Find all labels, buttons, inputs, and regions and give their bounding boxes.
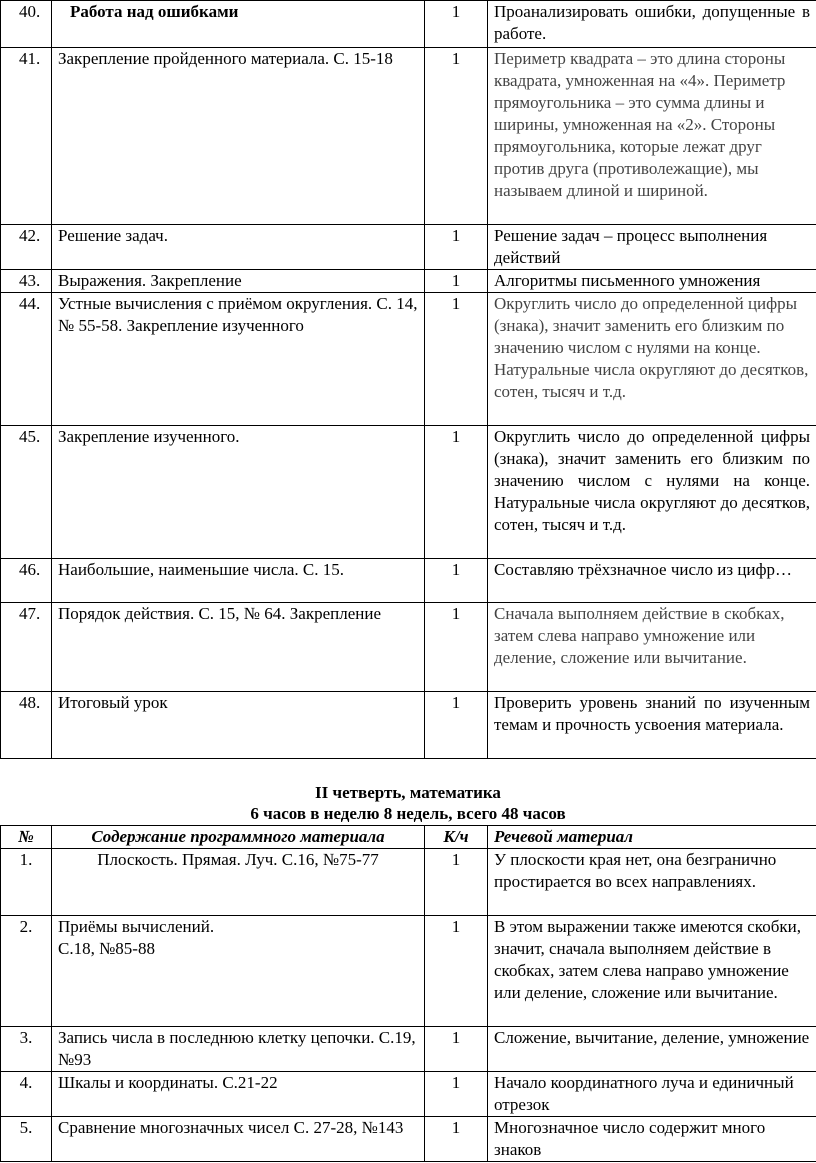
lesson-topic: Выражения. Закрепление <box>52 270 425 293</box>
row-number: 44. <box>1 293 52 426</box>
lesson-hours: 1 <box>425 225 488 270</box>
table-row <box>1 1 816 48</box>
lesson-hours: 1 <box>425 1117 488 1162</box>
lesson-topic: Запись числа в последнюю клетку цепочки. С.19, №93 <box>52 1027 425 1072</box>
lesson-hours: 1 <box>425 1 488 48</box>
lesson-hours: 1 <box>425 293 488 426</box>
speech-material: В этом выражении также имеются скобки, значит, сначала выполняем действие в скобках, затем слева направо умножение или деление, сложение или вычитание. <box>488 916 816 1027</box>
lesson-plan-table-q2 <box>0 825 816 1162</box>
row-number: 41. <box>1 48 52 225</box>
section-title: II четверть, математика <box>315 783 501 802</box>
lesson-topic: Итоговый урок <box>52 692 425 759</box>
table-row <box>1 1027 816 1072</box>
header-hours: К/ч <box>425 826 488 849</box>
lesson-hours: 1 <box>425 426 488 559</box>
lesson-hours: 1 <box>425 559 488 603</box>
row-number: 48. <box>1 692 52 759</box>
lesson-topic: Наибольшие, наименьшие числа. С. 15. <box>52 559 425 603</box>
row-number: 2. <box>1 916 52 1027</box>
speech-material: Алгоритмы письменного умножения <box>488 270 816 293</box>
lesson-topic: Шкалы и координаты. С.21-22 <box>52 1072 425 1117</box>
row-number: 45. <box>1 426 52 559</box>
speech-material: Проверить уровень знаний по изученным темам и прочность усвоения материала. <box>488 692 816 759</box>
table-row <box>1 849 816 916</box>
header-number: № <box>1 826 52 849</box>
lesson-topic: Плоскость. Прямая. Луч. С.16, №75-77 <box>52 849 425 916</box>
table-row <box>1 559 816 603</box>
speech-material: Решение задач – процесс выполнения действий <box>488 225 816 270</box>
lesson-topic <box>52 916 425 1027</box>
speech-material: Сложение, вычитание, деление, умножение <box>488 1027 816 1072</box>
row-number: 5. <box>1 1117 52 1162</box>
row-number: 43. <box>1 270 52 293</box>
lesson-hours: 1 <box>425 603 488 692</box>
table-row <box>1 270 816 293</box>
lesson-hours: 1 <box>425 849 488 916</box>
lesson-topic: Сравнение многозначных чисел С. 27-28, №143 <box>52 1117 425 1162</box>
header-topic: Содержание программного материала <box>52 826 425 849</box>
speech-material: Проанализировать ошибки, допущенные в работе. <box>488 1 816 48</box>
table-row <box>1 603 816 692</box>
table-row <box>1 293 816 426</box>
row-number: 1. <box>1 849 52 916</box>
speech-material: Округлить число до определенной цифры (знака), значит заменить его близким по значению числом с нулями на конце. Натуральные числа округляют до десятков, сотен, тысяч и т.д. <box>488 293 816 426</box>
lesson-topic: Работа над ошибками <box>52 1 425 48</box>
lesson-hours: 1 <box>425 1027 488 1072</box>
header-speech: Речевой материал <box>488 826 816 849</box>
lesson-topic: Устные вычисления с приёмом округления. С. 14, № 55-58. Закрепление изученного <box>52 293 425 426</box>
row-number: 42. <box>1 225 52 270</box>
lesson-hours: 1 <box>425 1072 488 1117</box>
lesson-topic: Решение задач. <box>52 225 425 270</box>
table-row <box>1 48 816 225</box>
lesson-topic: Закрепление пройденного материала. С. 15-18 <box>52 48 425 225</box>
section-subtitle: 6 часов в неделю 8 недель, всего 48 часов <box>250 804 566 823</box>
table-row <box>1 225 816 270</box>
table-row <box>1 1072 816 1117</box>
table-row <box>1 692 816 759</box>
speech-material: Составляю трёхзначное число из цифр… <box>488 559 816 603</box>
row-number: 40. <box>1 1 52 48</box>
speech-material: У плоскости края нет, она безгранично простирается во всех направлениях. <box>488 849 816 916</box>
table-row <box>1 426 816 559</box>
lesson-topic-text: Приёмы вычислений. С.18, №85-88 <box>58 917 215 958</box>
table-header-row <box>1 826 816 849</box>
lesson-topic: Порядок действия. С. 15, № 64. Закрепление <box>52 603 425 692</box>
speech-material: Округлить число до определенной цифры (знака), значит заменить его близким по значению числом с нулями на конце. Натуральные числа округляют до десятков, сотен, тысяч и т.д. <box>488 426 816 559</box>
lesson-hours: 1 <box>425 270 488 293</box>
speech-material: Сначала выполняем действие в скобках, затем слева направо умножение или деление, сложение или вычитание. <box>488 603 816 692</box>
table-row <box>1 916 816 1027</box>
speech-material: Начало координатного луча и единичный отрезок <box>488 1072 816 1117</box>
speech-material: Периметр квадрата – это длина стороны квадрата, умноженная на «4». Периметр прямоугольника – это сумма длины и ширины, умноженная на «2». Стороны прямоугольника, которые лежат друг против друга (противолежащие), мы называем длиной и шириной. <box>488 48 816 225</box>
row-number: 4. <box>1 1072 52 1117</box>
row-number: 46. <box>1 559 52 603</box>
table-row <box>1 1117 816 1162</box>
lesson-hours: 1 <box>425 692 488 759</box>
lesson-hours: 1 <box>425 916 488 1027</box>
row-number: 3. <box>1 1027 52 1072</box>
row-number: 47. <box>1 603 52 692</box>
lesson-topic: Закрепление изученного. <box>52 426 425 559</box>
speech-material: Многозначное число содержит много знаков <box>488 1117 816 1162</box>
lesson-hours: 1 <box>425 48 488 225</box>
